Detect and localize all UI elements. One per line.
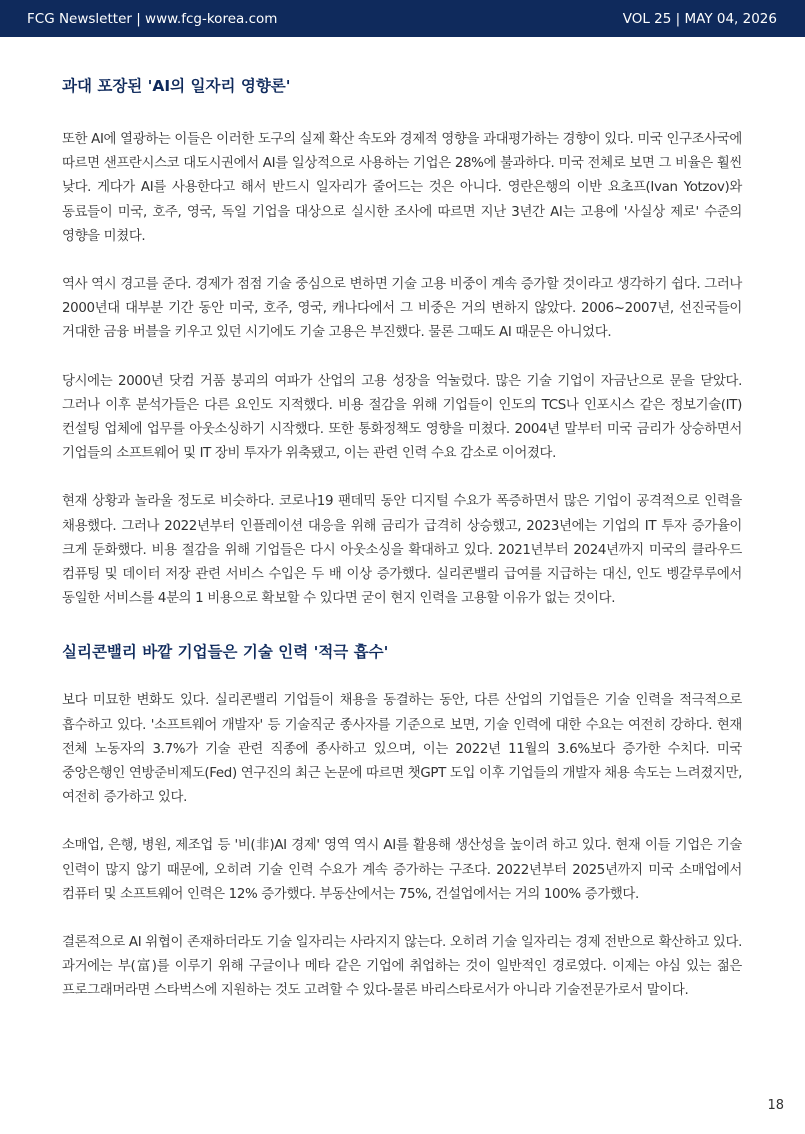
section-heading-ai-impact: 과대 포장된 'AI의 일자리 영향론' <box>62 77 291 95</box>
paragraph: 현재 상황과 놀라울 정도로 비슷하다. 코로나19 팬데믹 동안 디지털 수요가 폭증하면서 많은 기업이 공격적으로 인력을 채용했다. 그러나 2022년부터 인플레이션 대응을 위해 금리가 급격히 상승했고, 2023년에는 기업의 IT 투자 증가율이 크게 둔화했다. 비용 절감을 위해 기업들은 다시 아웃소싱을 확대하고 있다. 2021년부터 2024년까지 미국의 클라우드 컴퓨팅 및 데이터 저장 관련 서비스 수입은 두 배 이상 증가했다. 실리콘밸리 급여를 지급하는 대신, 인도 벵갈루루에서 동일한 서비스를 4분의 1 비용으로 확보할 수 있다면 굳이 현지 인력을 고용할 이유가 없는 것이다. <box>62 494 742 607</box>
header-publication: FCG Newsletter | www.fcg-korea.com <box>27 10 278 27</box>
paragraph: 소매업, 은행, 병원, 제조업 등 '비(非)AI 경제' 영역 역시 AI를 활용해 생산성을 높이려 하고 있다. 현재 이들 기업은 기술 인력이 많지 않기 때문에, 오히려 기술 인력 수요가 계속 증가하는 구조다. 2022년부터 2025년까지 미국 소매업에서 컴퓨터 및 소프트웨어 인력은 12% 증가했다. 부동산에서는 75%, 건설업에서는 거의 100% 증가했다. <box>62 838 742 902</box>
paragraph: 보다 미묘한 변화도 있다. 실리콘밸리 기업들이 채용을 동결하는 동안, 다른 산업의 기업들은 기술 인력을 적극적으로 흡수하고 있다. '소프트웨어 개발자' 등 기술직군 종사자를 기준으로 보면, 기술 인력에 대한 수요는 여전히 강하다. 현재 전체 노동자의 3.7%가 기술 관련 직종에 종사하고 있으며, 이는 2022년 11월의 3.6%보다 증가한 수치다. 미국 중앙은행인 연방준비제도(Fed) 연구진의 최근 논문에 따르면 챗GPT 도입 이후 기업들의 개발자 채용 속도는 느려졌지만, 여전히 증가하고 있다. <box>62 693 742 806</box>
header-issue: VOL 25 | MAY 04, 2026 <box>622 10 777 27</box>
article-body <box>62 72 742 1004</box>
paragraph: 당시에는 2000년 닷컴 거품 붕괴의 여파가 산업의 고용 성장을 억눌렀다. 많은 기술 기업이 자금난으로 문을 닫았다. 그러나 이후 분석가들은 다른 요인도 지적했다. 비용 절감을 위해 기업들이 인도의 TCS나 인포시스 같은 정보기술(IT) 컨설팅 업체에 업무를 아웃소싱하기 시작했다. 또한 통화정책도 영향을 미쳤다. 2004년 말부터 미국 금리가 상승하면서 기업들의 소프트웨어 및 IT 장비 투자가 위축됐고, 이는 관련 인력 수요 감소로 이어졌다. <box>62 373 742 462</box>
paragraph: 결론적으로 AI 위협이 존재하더라도 기술 일자리는 사라지지 않는다. 오히려 기술 일자리는 경제 전반으로 확산하고 있다. 과거에는 부(富)를 이루기 위해 구글이나 메타 같은 기업에 취업하는 것이 일반적인 경로였다. 이제는 야심 있는 젊은 프로그래머라면 스타벅스에 지원하는 것도 고려할 수 있다-물론 바리스타로서가 아니라 기술전문가로서 말이다. <box>62 935 742 999</box>
paragraph: 또한 AI에 열광하는 이들은 이러한 도구의 실제 확산 속도와 경제적 영향을 과대평가하는 경향이 있다. 미국 인구조사국에 따르면 샌프란시스코 대도시권에서 AI를 일상적으로 사용하는 기업은 28%에 불과하다. 미국 전체로 보면 그 비율은 훨씬 낮다. 게다가 AI를 사용한다고 해서 반드시 일자리가 줄어드는 것은 아니다. 영란은행의 이반 요초프(Ivan Yotzov)와 동료들이 미국, 호주, 영국, 독일 기업을 대상으로 실시한 조사에 따르면 지난 3년간 AI는 고용에 '사실상 제로' 수준의 영향을 미쳤다. <box>62 132 742 244</box>
page-number: 18 <box>767 1098 784 1113</box>
section-heading-non-tech-firms: 실리콘밸리 바깥 기업들은 기술 인력 '적극 흡수' <box>62 643 389 662</box>
newsletter-header <box>0 0 805 37</box>
paragraph: 역사 역시 경고를 준다. 경제가 점점 기술 중심으로 변하면 기술 고용 비중이 계속 증가할 것이라고 생각하기 쉽다. 그러나 2000년대 대부분 기간 동안 미국, 호주, 영국, 캐나다에서 그 비중은 거의 변하지 않았다. 2006~2007년, 선진국들이 거대한 금융 버블을 키우고 있던 시기에도 기술 고용은 부진했다. 물론 그때도 AI 때문은 아니었다. <box>62 277 742 341</box>
